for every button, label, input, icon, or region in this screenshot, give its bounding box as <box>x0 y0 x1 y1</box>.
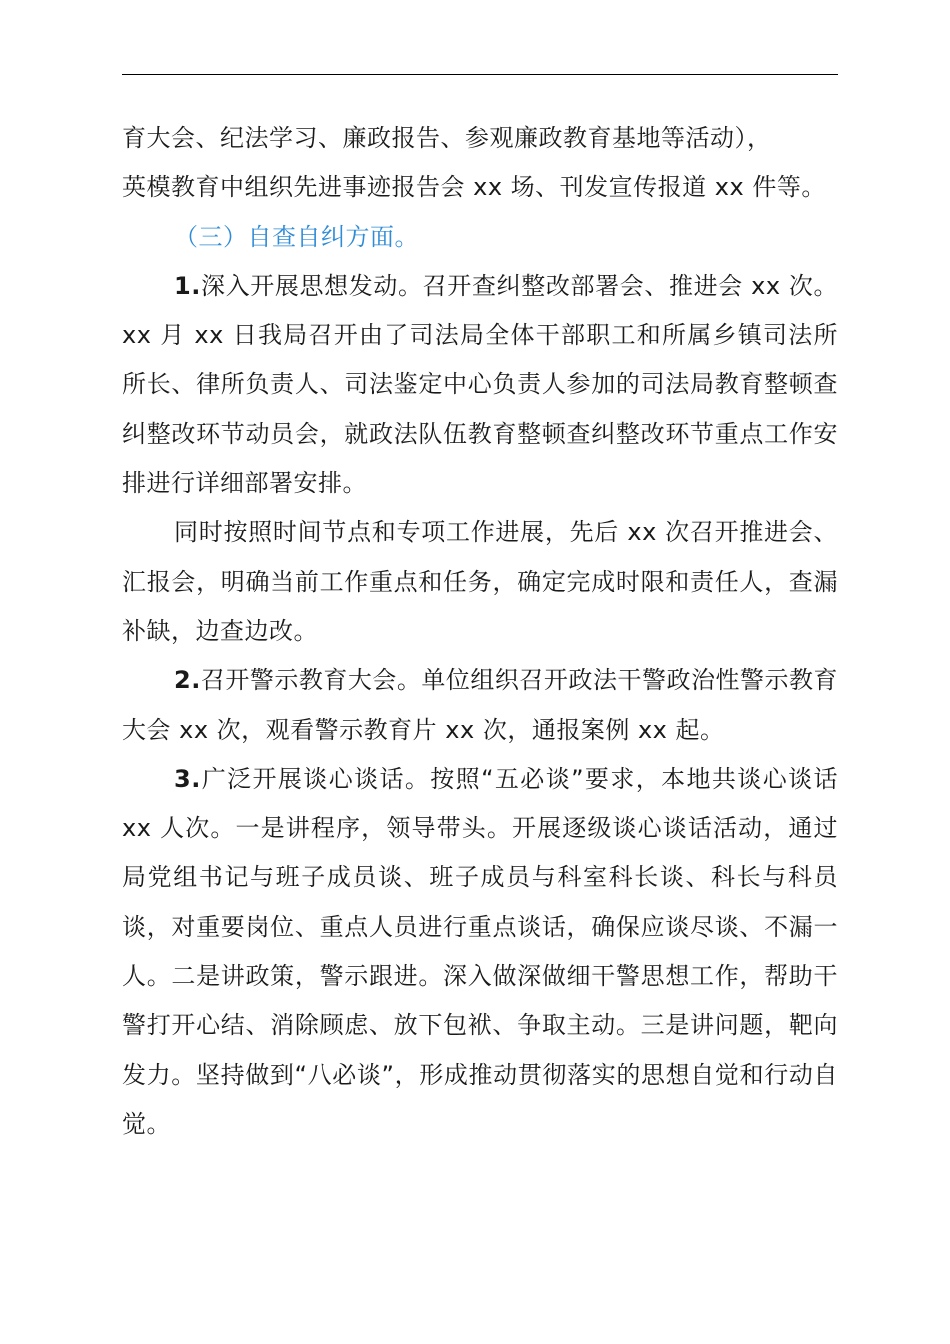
item-text: 深入开展思想发动。召开查纠整改部署会、推进会 xx 次。xx 月 xx 日我局召开由了司法局全体干部职工和所属乡镇司法所所长、律所负责人、司法鉴定中心负责人参加的司法局教育整顿查纠整改环节动员会，就政法队伍教育整顿查纠整改环节重点工作安排进行详细部署安排。 <box>122 271 838 498</box>
header-rule <box>122 74 838 75</box>
paragraph-continuation <box>122 114 838 213</box>
list-item-3 <box>122 755 838 1149</box>
item-text: 召开警示教育大会。单位组织召开政法干警政治性警示教育大会 xx 次，观看警示教育片 xx 次，通报案例 xx 起。 <box>122 666 838 744</box>
paragraph-progress: 同时按照时间节点和专项工作进展，先后 xx 次召开推进会、汇报会，明确当前工作重点和任务，确定完成时限和责任人，查漏补缺，边查边改。 <box>122 518 838 645</box>
item-number: 3. <box>174 764 201 793</box>
paragraph-line: 育大会、纪法学习、廉政报告、参观廉政教育基地等活动）， <box>122 124 772 152</box>
section-heading: （三）自查自纠方面。 <box>174 222 419 251</box>
list-item-1 <box>122 262 838 508</box>
item-number: 2. <box>174 666 201 695</box>
paragraph-line: 英模教育中组织先进事迹报告会 xx 场、刊发宣传报道 xx 件等。 <box>122 173 826 202</box>
document-body <box>122 114 838 1149</box>
list-item-2 <box>122 656 838 755</box>
item-number: 1. <box>174 271 201 300</box>
item-text: 广泛开展谈心谈话。按照“五必谈”要求，本地共谈心谈话 xx 人次。一是讲程序，领导带头。开展逐级谈心谈话活动，通过局党组书记与班子成员谈、班子成员与科室科长谈、科长与科员谈，对重要岗位、重点人员进行重点谈话，确保应谈尽谈、不漏一人。二是讲政策，警示跟进。深入做深做细干警思想工作，帮助干警打开心结、消除顾虑、放下包袱、争取主动。三是讲问题，靶向发力。坚持做到“八必谈”，形成推动贯彻落实的思想自觉和行动自觉。 <box>122 764 838 1138</box>
